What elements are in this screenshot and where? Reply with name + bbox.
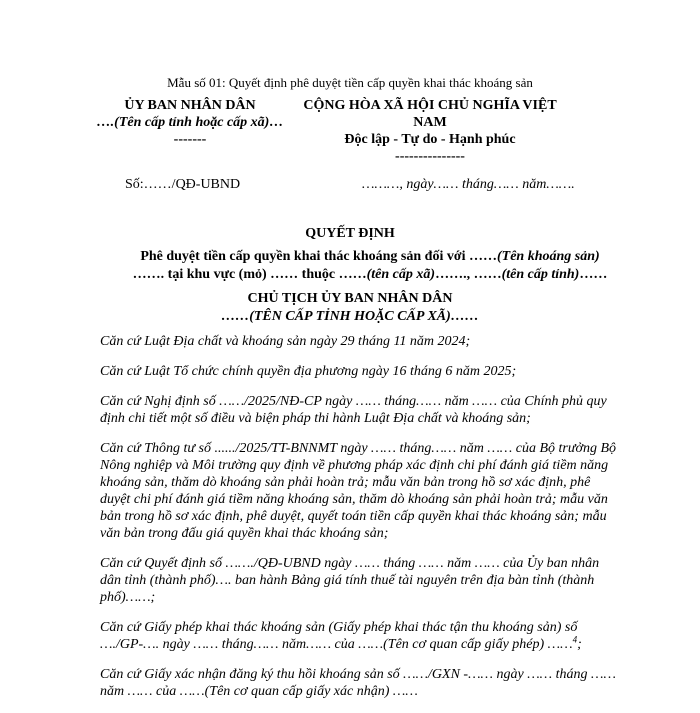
basis-paragraph: Căn cứ Nghị định số ……/2025/NĐ-CP ngày …… tháng…… năm …… của Chính phủ quy định chi tiết một số điều và biện pháp thi hành Luật Địa chất và khoáng sản; [100, 394, 607, 426]
motto-divider: --------------- [395, 149, 465, 164]
form-label: Mẫu số 01: Quyết định phê duyệt tiền cấp quyền khai thác khoáng sản [167, 75, 533, 90]
basis-text: ; [577, 637, 582, 652]
subject-text: Phê duyệt tiền cấp quyền khai thác khoáng sản đối với …… [140, 249, 497, 264]
org-level: ….(Tên cấp tỉnh hoặc cấp xã)… [96, 115, 284, 130]
decision-subject-line1 [90, 248, 650, 266]
basis-paragraph: Căn cứ Giấy xác nhận đăng ký thu hồi khoáng sản số ……/GXN -…… ngày …… tháng …… năm …… của ……(Tên cơ quan cấp giấy xác nhận) …… [100, 667, 616, 699]
basis-paragraph: Căn cứ Luật Địa chất và khoáng sản ngày 29 tháng 11 năm 2024; [100, 334, 471, 349]
subject-text: ……., …… [435, 267, 502, 282]
motto: Độc lập - Tự do - Hạnh phúc [344, 132, 516, 147]
country-name-line1: CỘNG HÒA XÃ HỘI CHỦ NGHĨA VIỆT [303, 98, 557, 113]
decision-subject-line2 [90, 266, 650, 284]
basis-text: Căn cứ Giấy phép khai thác khoáng sản (Giấy phép khai thác tận thu khoáng sản) số …./GP-…. ngày …… tháng…… năm…… của ……(Tên cơ quan cấp giấy phép) …… [100, 620, 578, 652]
basis-paragraph: Căn cứ Quyết định số ……./QĐ-UBND ngày …… tháng …… năm …… của Ủy ban nhân dân tỉnh (thành phố)…. ban hành Bảng giá tính thuế tài nguyên trên địa bàn tỉnh (thành phố)……; [100, 556, 600, 605]
subject-text: ……. tại khu vực (mỏ) …… thuộc …… [132, 267, 367, 282]
basis-paragraph: Căn cứ Thông tư số ....../2025/TT-BNNMT ngày …… tháng…… năm …… của Bộ trưởng Bộ Nông nghiệp và Môi trường quy định về phương pháp xác định chi phí đánh giá tiềm năng khoáng sản, thăm dò khoáng sản phải hoàn trả; mẫu văn bản trong hồ sơ xác định, phê duyệt chi phí đánh giá tiềm năng khoáng sản, thăm dò khoáng sản phải hoàn trả; mẫu văn bản trong hồ sơ xác định, phê duyệt, quyết toán tiền cấp quyền khai thác khoáng sản; mẫu văn bản trong đấu giá quyền khai thác khoáng sản; [100, 441, 617, 541]
province-placeholder: (tên cấp tỉnh) [501, 267, 580, 282]
country-name-line2: NAM [413, 115, 447, 130]
basis-paragraph [100, 619, 620, 653]
legal-bases [100, 333, 620, 713]
commune-placeholder: (tên cấp xã) [366, 267, 436, 282]
footnote-ref: 4 [572, 634, 578, 645]
chair-level: ……(TÊN CẤP TỈNH HOẶC CẤP XÃ)…… [221, 309, 479, 324]
basis-paragraph: Căn cứ Luật Tổ chức chính quyền địa phương ngày 16 tháng 6 năm 2025; [100, 364, 517, 379]
mineral-name-placeholder: (Tên khoáng sản) [496, 249, 600, 264]
org-divider: ------- [173, 132, 207, 147]
document-number: Số:……/QĐ-UBND [125, 177, 241, 192]
chair-title: CHỦ TỊCH ỦY BAN NHÂN DÂN [247, 291, 453, 306]
national-heading [300, 97, 560, 165]
place-date: ………, ngày…… tháng…… năm……. [362, 177, 575, 192]
subject-text: …… [579, 267, 608, 282]
decision-subject [90, 248, 650, 284]
chairman-heading [0, 290, 700, 326]
decision-title: QUYẾT ĐỊNH [305, 226, 395, 241]
org-name: ỦY BAN NHÂN DÂN [124, 98, 256, 113]
issuing-authority [85, 97, 295, 148]
